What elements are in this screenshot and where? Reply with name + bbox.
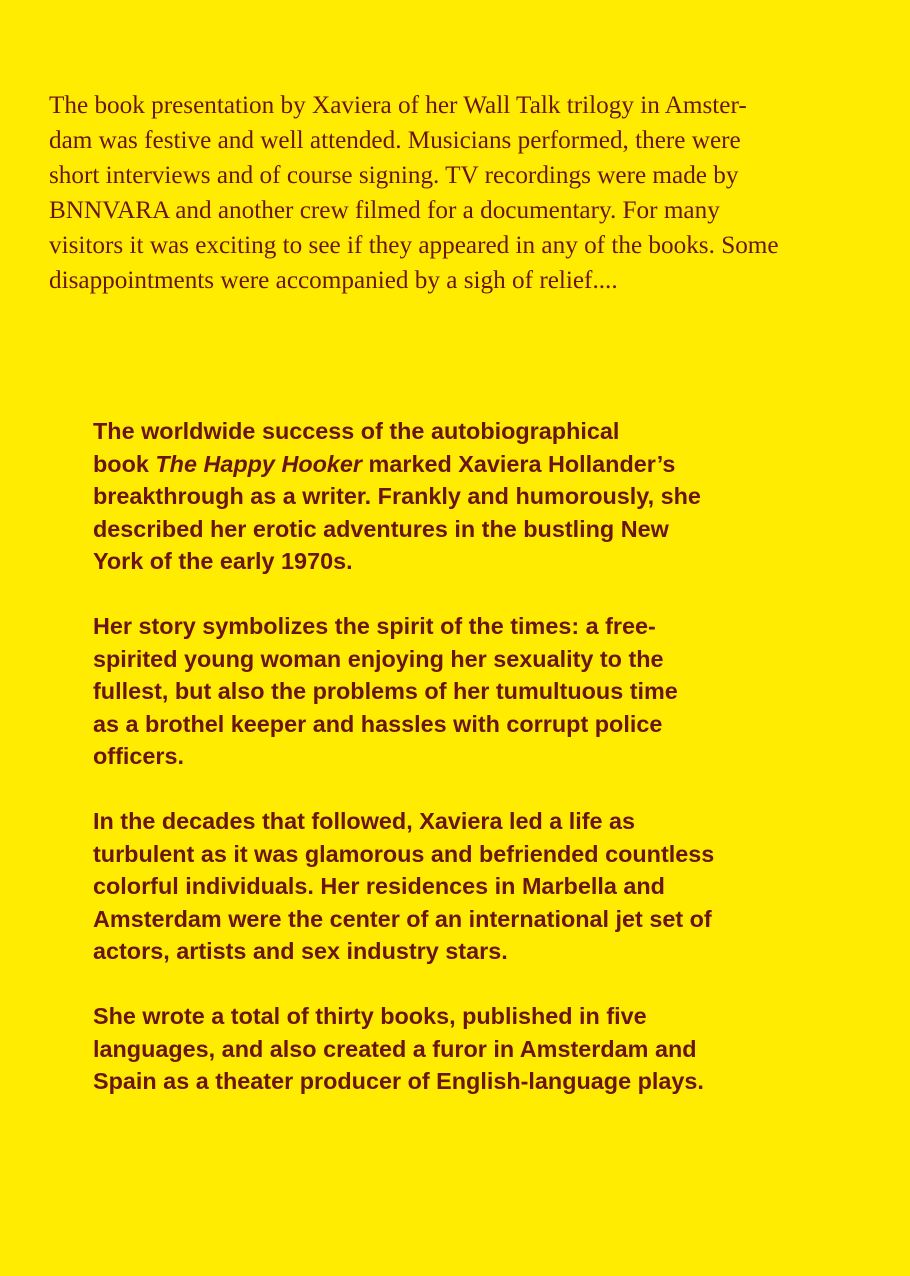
- text-line: turbulent as it was glamorous and befriended countless: [93, 840, 715, 867]
- text-line: Spain as a theater producer of English-language plays.: [93, 1068, 704, 1094]
- intro-line: short interviews and of course signing. TV recordings were made by: [49, 162, 739, 189]
- text-line: The worldwide success of the autobiographical: [93, 418, 620, 444]
- paragraph-spirit-of-times: [93, 610, 833, 773]
- intro-line: visitors it was exciting to see if they appeared in any of the books. Some: [49, 232, 779, 259]
- text-fragment: marked Xaviera Hollander’s: [362, 450, 676, 477]
- text-line: She wrote a total of thirty books, published in five: [93, 1003, 647, 1029]
- intro-line: BNNVARA and another crew filmed for a documentary. For many: [49, 197, 720, 224]
- text-line: fullest, but also the problems of her tumultuous time: [93, 678, 678, 704]
- text-line: actors, artists and sex industry stars.: [93, 938, 508, 964]
- book-title: The Happy Hooker: [155, 450, 363, 477]
- text-line: officers.: [93, 743, 184, 769]
- main-text: [93, 415, 833, 1130]
- intro-line: The book presentation by Xaviera of her Wall Talk trilogy in Amster-: [49, 92, 747, 119]
- text-line: Her story symbolizes the spirit of the times: a free-: [93, 613, 656, 639]
- text-line: colorful individuals. Her residences in Marbella and: [93, 873, 665, 899]
- text-line: [93, 448, 833, 481]
- text-line: described her erotic adventures in the bustling New: [93, 515, 669, 542]
- paragraph-decades: [93, 805, 833, 968]
- paragraph-books: [93, 1000, 833, 1098]
- text-line: In the decades that followed, Xaviera led a life as: [93, 808, 636, 834]
- intro-paragraph: [49, 88, 869, 298]
- text-fragment: book: [93, 450, 156, 477]
- intro-line: disappointments were accompanied by a sigh of relief....: [49, 267, 618, 294]
- text-line: spirited young woman enjoying her sexuality to the: [93, 645, 664, 672]
- intro-line: dam was festive and well attended. Musicians performed, there were: [49, 127, 741, 154]
- text-line: York of the early 1970s.: [93, 548, 353, 574]
- text-line: breakthrough as a writer. Frankly and humorously, she: [93, 483, 701, 509]
- paragraph-happy-hooker: [93, 415, 833, 578]
- text-line: languages, and also created a furor in Amsterdam and: [93, 1035, 697, 1062]
- text-line: Amsterdam were the center of an international jet set of: [93, 905, 712, 932]
- text-line: as a brothel keeper and hassles with corrupt police: [93, 710, 663, 737]
